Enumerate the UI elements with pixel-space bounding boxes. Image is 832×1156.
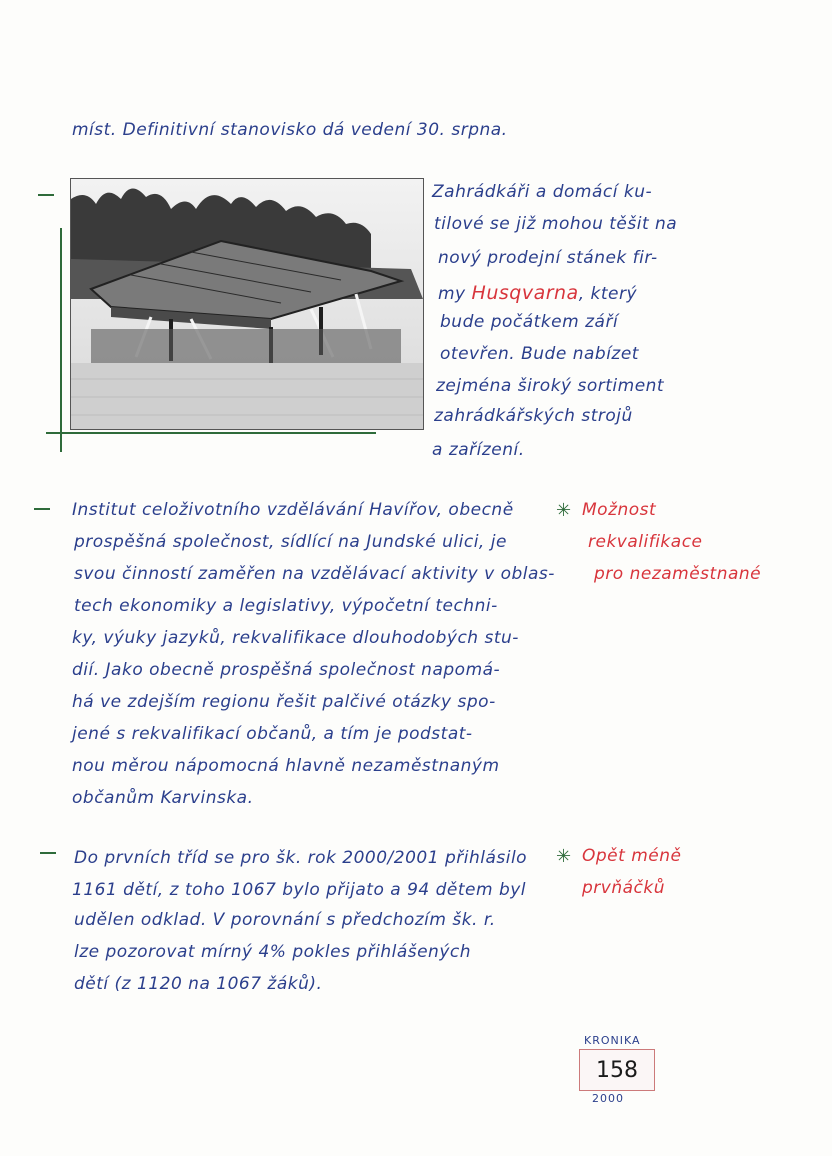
text-line: Do prvních tříd se pro šk. rok 2000/2001 přihlásilo xyxy=(74,848,528,868)
text-line: nou měrou nápomocná hlavně nezaměstnaným xyxy=(72,756,500,776)
photo-frame-line xyxy=(60,228,62,452)
caption-line: zejména široký sortiment xyxy=(436,376,665,396)
photo-pavilion xyxy=(70,178,424,430)
text-line: občanům Karvinska. xyxy=(72,788,254,808)
text-line: há ve zdejším regionu řešit palčivé otázky spo- xyxy=(72,692,496,712)
section-dash xyxy=(34,508,50,510)
section-dash xyxy=(40,852,56,854)
pavilion-photo-image xyxy=(71,179,423,429)
text-line: udělen odklad. V porovnání s předchozím šk. r. xyxy=(74,910,496,930)
text-line: 1161 dětí, z toho 1067 bylo přijato a 94 dětem byl xyxy=(72,880,527,900)
text-line: ky, výuky jazyků, rekvalifikace dlouhodobých stu- xyxy=(72,628,519,648)
caption-line: a zařízení. xyxy=(432,440,525,460)
caption-text: , který xyxy=(578,284,638,304)
text-line: Institut celoživotního vzdělávání Havířov, obecně xyxy=(72,500,514,520)
text-line: dětí (z 1120 na 1067 žáků). xyxy=(74,974,323,994)
margin-note: pro nezaměstnané xyxy=(594,564,762,584)
caption-line: zahrádkářských strojů xyxy=(434,406,633,426)
brand-name-husqvarna: Husqvarna xyxy=(471,282,579,304)
stamp-label-kronika: KRONIKA xyxy=(584,1034,641,1047)
text-line: prospěšná společnost, sídlící na Jundské ulici, je xyxy=(74,532,507,552)
caption-line: tilové se již mohou těšit na xyxy=(434,214,678,234)
page-number-stamp xyxy=(579,1049,655,1091)
text-line: lze pozorovat mírný 4% pokles přihlášených xyxy=(74,942,472,962)
text-line: svou činností zaměřen na vzdělávací aktivity v oblas- xyxy=(74,564,555,584)
margin-note: Možnost xyxy=(582,500,657,520)
margin-note: Opět méně xyxy=(582,846,682,866)
margin-note: rekvalifikace xyxy=(588,532,703,552)
section-dash xyxy=(38,194,54,196)
caption-line: Zahrádkáři a domácí ku- xyxy=(432,182,653,202)
stamp-label-year: 2000 xyxy=(592,1092,624,1105)
page-number: 158 xyxy=(596,1057,638,1083)
caption-text: my xyxy=(438,284,466,304)
caption-line xyxy=(438,282,637,304)
caption-line: bude počátkem září xyxy=(440,312,619,332)
text-line: tech ekonomiky a legislativy, výpočetní techni- xyxy=(74,596,498,616)
asterisk-icon: ✳ xyxy=(556,500,572,521)
intro-line: míst. Definitivní stanovisko dá vedení 30. srpna. xyxy=(72,120,508,140)
photo-frame-line xyxy=(46,432,376,434)
text-line: jené s rekvalifikací občanů, a tím je podstat- xyxy=(72,724,473,744)
caption-line: nový prodejní stánek fir- xyxy=(438,248,658,268)
asterisk-icon: ✳ xyxy=(556,846,572,867)
caption-line: otevřen. Bude nabízet xyxy=(440,344,639,364)
margin-note: prvňáčků xyxy=(582,878,665,898)
text-line: dií. Jako obecně prospěšná společnost napomá- xyxy=(72,660,501,680)
